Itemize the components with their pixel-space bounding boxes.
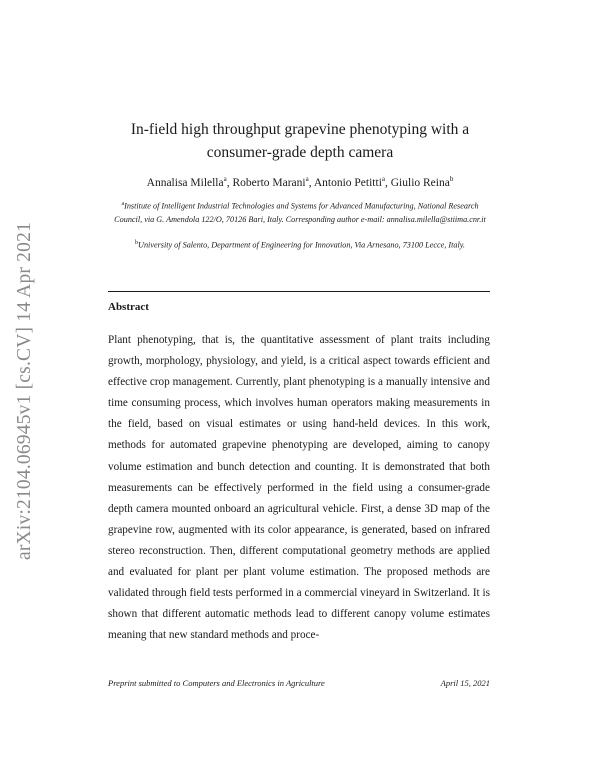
author-affil-mark: a [223,175,227,183]
author-name: Annalisa Milella [146,176,224,189]
title-line-1: In-field high throughput grapevine phenotyping with a [130,121,470,138]
affiliation-text: Institute of Intelligent Industrial Technologies and Systems for Advanced Manufacturing, National Research Council, via G. Amendola 122/O, 70126 Bari, Italy. Corresponding author e-mail: annalisa.milella@stiima.cnr.it [114,201,486,224]
affiliation-mark: a [121,201,125,207]
author-affil-mark: a [381,175,385,183]
author-name: Giulio Reina [390,176,450,189]
abstract-heading: Abstract [108,301,149,313]
affiliation-text: University of Salento, Department of Engineering for Innovation, Via Arnesano, 73100 Lecce, Italy. [138,240,465,250]
title-line-2: consumer-grade depth camera [206,144,394,161]
footer-date: April 15, 2021 [440,678,490,688]
affiliation-mark: b [135,240,139,246]
affiliation-a [110,198,490,226]
abstract-top-rule [108,291,490,292]
author-affil-mark: a [305,175,309,183]
author-affil-mark: b [449,175,454,183]
abstract-body: Plant phenotyping, that is, the quantitative assessment of plant traits including growth, morphology, physiology, and yield, is a critical aspect towards efficient and effective crop management. Currently, plant phenotyping is a manually intensive and time consuming process, which involves human operators making measurements in the field, based on visual estimates or using hand-held devices. In this work, methods for automated grapevine phenotyping are developed, aiming to canopy volume estimation and bunch detection and counting. It is demonstrated that both measurements can be effectively performed in the field using a consumer-grade depth camera mounted onboard an agricultural vehicle. First, a dense 3D map of the grapevine row, augmented with its color appearance, is generated, based on infrared stereo reconstruction. Then, different computational geometry methods are applied and evaluated for plant per plant volume estimation. The proposed methods are validated through field tests performed in a commercial vineyard in Switzerland. It is shown that different automatic methods lead to different canopy volume estimates meaning that new standard methods and proce- [108,334,490,642]
author-name: Antonio Petitti [313,176,382,189]
author-list: Annalisa Milella$^a$, Roberto Marani$^a$, Antonio Petitti$^a$, Giulio Reina$^b$ [146,175,454,189]
footer-journal: Preprint submitted to Computers and Electronics in Agriculture [108,678,325,688]
affiliation-b [110,237,490,252]
paper-title [90,118,510,164]
author-name: Roberto Marani [232,176,306,189]
arxiv-identifier[interactable]: arXiv:2104.06945v1 [cs.CV] 14 Apr 2021 [14,222,35,560]
